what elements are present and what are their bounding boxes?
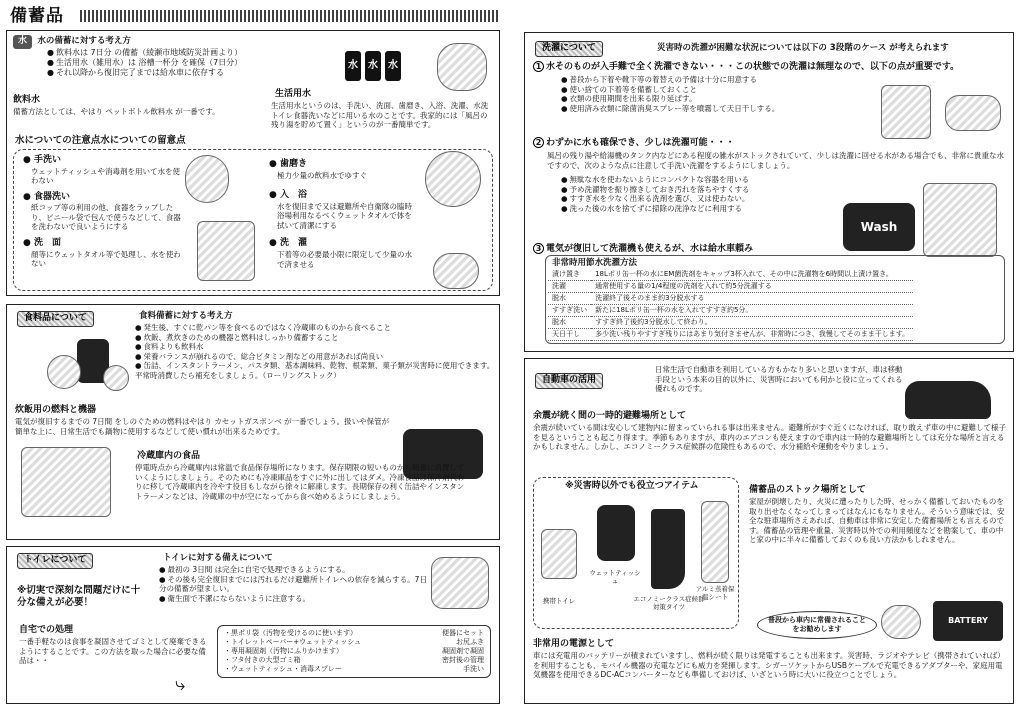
food-bullets [135,323,495,381]
item-label: エコノミークラス症候群対策タイツ [633,595,705,612]
care-title: ● 洗 面 [23,238,62,248]
supply-row: ・ ウェットティッシュ・消毒スプレー 手洗い [224,664,484,673]
case1-bullets [561,75,861,113]
battery-icon: BATTERY [933,601,1003,641]
fridge-title: 冷蔵庫内の食品 [137,451,201,461]
refrigerator-icon [21,447,111,517]
item-label: 携帯トイレ [542,597,576,605]
page-fold [508,0,516,710]
shelter-text: 余震が続いている間は安心して建物内に留まっていられる事は出来ません。避難所がすぐ近くになければ、取り敢えず車の中に避難して様子を見るということも起こり得ます。季節もありますが、車内のエアコンも使えますので車内は一時的な避難場所としては充分な場所と言えるかもしれません。しかし、エコノミークラス症候群の危険性もあるので、水分補給や運動をやりましょう。 [533,423,1006,452]
toilet-tag: トイレについて [17,553,93,569]
toilet-bullet: ● 最初の 3日間 は完全に自宅で処理できるようにする。 [159,565,429,575]
spray-bottle-icon [881,85,931,139]
mascot-icon [881,605,921,639]
car-panel [524,358,1014,704]
care-title: ● 歯磨き [269,159,308,169]
wet-tissue-icon [597,505,635,561]
life-title: 生活用水 [275,89,312,99]
care-text: 極力少量の飲料水でゆすぐ [277,170,367,180]
right-care-items [269,159,419,269]
item-label: ウェットティッシュ [589,569,641,586]
food-bullet: ● 発生後、すぐに乾パン等を食べるのではなく冷蔵庫のものから食べること [135,323,495,333]
care-title: ● 入 浴 [269,190,308,201]
supply-row: ・ フタ付きの大型ゴミ箱 密封後の管理 [224,655,484,664]
wash-tub-icon: Wash [843,203,915,251]
laundry-intro: 災害時の洗濯が困難な状況については以下の 3段階のケース が考えられます [657,43,949,53]
case3-title: 3 電気が復旧して洗濯機も使えるが、水は給水車頼み [533,243,753,256]
wash-table [548,269,913,341]
cook-title: 炊飯用の燃料と機器 [15,405,97,415]
tooth-brushing-person-icon [425,151,481,207]
care-title: ● 洗 濯 [269,238,308,249]
speech-bubble: 普段から車内に常備されることをお勧めします [757,611,877,639]
wash-method-table [545,255,1005,344]
toilet-heading: トイレに対する備えについて [163,553,273,563]
laundry-panel [524,32,1014,352]
page-title: 備蓄品 [10,6,64,26]
table-row: 天日干し 多少洗い残りやすすぎ残りにはあまり気付きませんが、非常時につき、我慢してそのまま干します。 [548,328,913,340]
drink-text: 備蓄方法としては、やはり ペットボトル飲料水 が一番です。 [13,107,220,116]
power-title: 非常用の電源として [533,639,615,649]
drink-title: 飲料水 [13,95,41,105]
water-bottle-icon: 水 [365,51,381,81]
food-bullet: ● 栄養バランスが崩れるので、総合ビタミン剤などの用意があれば尚良い [135,352,495,362]
header-pattern [80,10,500,22]
care-text: 顔等にウェットタオル等で処理し、水を使わない [31,249,181,269]
water-notes-title: 水についての注意点水についての留意点 [15,135,186,146]
toilet-panel [6,546,500,704]
table-title: 非常時用節水洗濯方法 [552,258,638,268]
case1-title: 1 水そのものが入手難で全く洗濯できない・・・この状態での洗濯は無理なので、以下の点が重要です。 [533,61,1009,74]
car-tag: 自動車の活用 [535,373,603,389]
case1-bullet: ● 使用済み衣類に除菌消臭スプレー等を噴霧して天日干しする。 [561,104,861,114]
stock-text: 家屋が倒壊したり、火災に遭ったりした時、せっかく備蓄しておいたものを取り出せなくなってしまってはなんにもなりません。そういう意味では、安全な駐車場所さえあれば、自動車は非常に安定した備蓄場所とも言えるのです。備蓄品の管理や重量、災害時以外での利用頻度などを勘案して、車の中と家の中に半々に備蓄しておくのも良い方法かもしれません。 [749,497,1005,545]
care-title: ● 手洗い [23,155,62,165]
water-bullets [47,48,317,79]
laundry-tag: 洗濯について [535,41,603,57]
case2-bullet: ● すすぎ水を少なく出来る洗剤を選び、又は使わない。 [561,194,831,204]
supply-row: ・ 黒ポリ袋（汚物を受けるのに使います） 便器にセット [224,629,484,637]
car-intro: 日常生活で自動車を利用している方もかなり多いと思いますが、車は移動手段という本来の目的以外に、災害時においても何かと役に立ってくれる優れものです。 [655,365,903,394]
table-row: 漬け置き 18Lポリ缶一杯の水にEM菌洗剤をキャップ3杯入れて、その中に洗濯物を6時間以上漬け置き。 [548,269,913,280]
left-page [0,0,504,710]
food-panel [6,304,500,540]
laundry-person-icon [433,253,479,289]
shelter-title: 余震が続く間の一時的避難場所として [533,411,687,421]
canned-food-icon [103,365,129,391]
toilet-bullet: ● その後も完全復旧までには汚れるだけ避難所トイレへの依存を減らする。7日分の備蓄が望ましい。 [159,575,429,594]
portable-toilet-icon [541,529,577,579]
tights-icon [651,509,685,589]
water-tag: 水 [13,35,32,49]
toilet-bullets [159,565,429,603]
table-row: すすぎ洗い 新たに18Lポリ缶一杯の水を入れてすすぎ約5分。 [548,304,913,316]
canned-food-icon [47,355,81,389]
case1-bullet: ● 衣類の使用期間を出来る限り延ばす。 [561,94,861,104]
food-heading: 食料備蓄に対する考え方 [139,311,233,321]
toilet-supplies-list [217,625,491,678]
fridge-text: 停電時点から冷蔵庫内は常温で食品保存場所になります。保存期限の短いものから順番に消費していくようにしましょう。そのためにも冷凍庫品をすぐに外に出してはダメ。冷凍食品は保冷剤代わりに移して冷蔵庫内を冷やす役目もしながら徐々に解凍します。長期保存の利く缶詰やインスタントラーメンなどは、冷蔵庫の中が空になってから食べ始めるようにしましょう。 [135,463,465,501]
table-row: 洗濯 通常使用する量の1/4程度の洗剤を入れて約5分洗濯する [548,280,913,292]
water-heading: 水の備蓄に対する考え方 [37,36,131,46]
self-text: 一番手軽なのは食事を凝固させてゴミとして廃棄できるようにすることです。この方法を取った場合に必要な備品は・・ [19,637,207,666]
handwash-person-icon [185,155,229,203]
food-tag: 食料品について [17,311,94,327]
items-title: ※災害時以外でも役立つアイテム [565,481,699,491]
water-bullet: ● それ以降から復旧完了までは給水車に依存する [47,68,317,78]
hanger-icon [945,95,1001,131]
water-panel [6,30,500,296]
washing-person-icon [197,221,255,281]
table-row: 脱水 洗濯終了後そのまま約3分脱水する [548,292,913,304]
item-label: アルミ蒸着保温シート [695,585,735,602]
case2-bullet: ● 予め洗濯物を振り擦きしておき汚れを落ちやすくする [561,185,831,195]
food-bullet: ● 炊飯、煮炊きのための機器と燃料はしっかり備蓄すること [135,333,495,343]
washing-machine-icon [923,183,997,257]
supply-row: ・ トイレットペーパー+ウェットティッシュ お尻ふき [224,637,484,646]
power-text: 車には充電用のバッテリーが積まれていますし、燃料が続く限りは発電することも出来ます。災害時、ラジオやテレビ（携帯されていれば）を利用することも、モバイル機器の充電などにも威力を発揮します。シガーソケットからUSBケーブルで充電できるアダプターや、家庭用電気機器を使用できるDC-ACコンバーターなども準備しておけば、いざという時に大いに役立つことでしょう。 [533,651,1005,680]
care-title: ● 食器洗い [23,191,71,202]
case2-bullet: ● 無駄な水を使わないようにコンパクトな容器を用いる [561,175,831,185]
supply-row: ・ 専用凝固剤（汚物にふりかけます） 凝固剤で凝固 [224,646,484,655]
case1-bullet: ● 普段から下着や靴下等の着替えの予備は十分に用意する [561,75,861,85]
food-bullet: ● 缶詰、インスタントラーメン、パスタ類、基本調味料、乾物、根菜類、菓子類が災害時に使用できます。平常時消費したら補充をしましょう。（ローリングストック） [135,361,495,380]
car-icon [905,381,991,419]
case2-text: 風呂の残り湯や給湯機のタンク内などにある程度の雑水がストックされていて、少しは洗濯に回せる水がある場合でも、非常に貴重な水ですので、次のような点に注意して手洗い洗濯をするようにしましょう。 [547,151,1004,170]
case1-bullet: ● 使い捨ての下着等を備蓄しておくこと [561,85,861,95]
thermal-sheet-icon [701,501,729,583]
care-text: 下着等の必要最小限に限定して少量の水で済ませる [277,249,412,269]
toilet-bullet: ● 衛生面で不潔にならないように注意する。 [159,594,429,604]
water-bottle-icon: 水 [345,51,361,81]
care-text: ウェットティッシュや消毒剤を用いて水を使わない [31,166,180,186]
water-bullet: ● 飲料水は 7日分 の備蓄（綾瀬市地域防災計画より） [47,48,317,58]
toilet-icon [431,557,489,609]
case2-title: 2 わずかに水も確保でき、少しは洗濯可能・・・ [533,137,735,150]
water-bullet: ● 生活用水（雑用水）は 浴槽一杯分 を確保（7日分） [47,58,317,68]
life-text: 生活用水というのは、手洗い、洗面、歯磨き、入浴、洗濯、水洗トイレ食器洗いなどに用いる水のことです。我家的には「風呂の残り湯を貯めて置く」というのが一番簡単です。 [271,101,489,130]
case2-bullets [561,175,831,213]
self-title: 自宅での処理 [19,625,74,635]
toilet-warning: ※切実で深刻な問題だけに十分な備えが必要！ [17,585,141,609]
cook-text: 電気が復旧するまでの 7日間 をしのぐための燃料はやはり カセットガスボンベ が一番でしょう。扱いや保管が簡単な上に、日常生活でも鍋物に使用するなどして使い慣れが出来るためです。 [15,417,390,436]
left-care-items [23,155,183,269]
table-row: 脱水 すすぎ終了後約3分脱水して終わり。 [548,316,913,328]
stock-title: 備蓄品のストック場所として [749,485,866,495]
water-bottle-icon: 水 [385,51,401,81]
arrow-icon: ⤷ [175,674,186,695]
care-text: 水を復旧まで又は避難所や自衛隊の臨時浴場利用なるべくウェットタオルで体を拭いて清潔にする [277,201,412,230]
right-page [520,0,1024,710]
case2-bullet: ● 洗った後の水を捨てずに掃除の洗浄などに利用する [561,204,831,214]
food-bullet: ● 食料よりも飲料水 [135,342,495,352]
care-text: 紙コップ等の利用の他、食器をラップしたり、ビニール袋で包んで使うなどして、食器を洗わないで良いようにする [31,203,181,232]
faucet-icon [437,43,487,91]
